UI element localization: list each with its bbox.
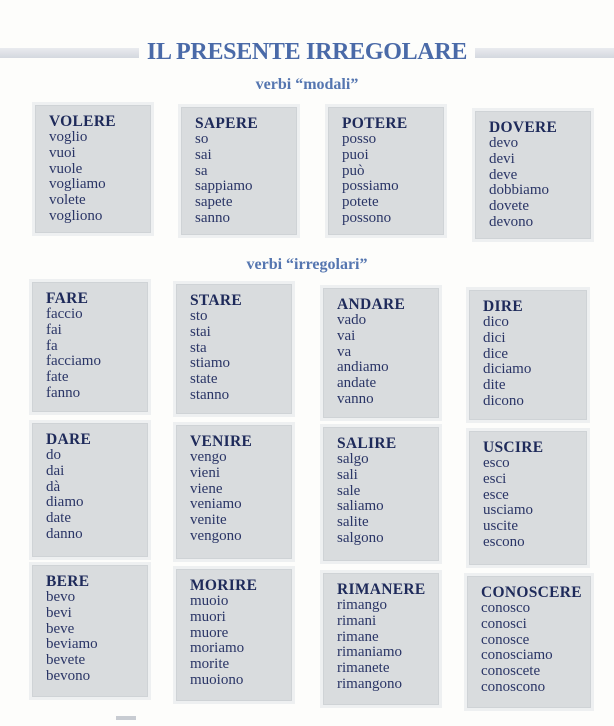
conjugation-form: fai bbox=[46, 321, 62, 338]
conjugation-form: beviamo bbox=[46, 636, 98, 653]
conjugation-form: viene bbox=[190, 480, 223, 497]
conjugation-list bbox=[190, 450, 292, 545]
verb-infinitive: SAPERE bbox=[195, 115, 258, 132]
conjugation-form: dai bbox=[46, 462, 65, 479]
verb-card-volere bbox=[32, 102, 154, 236]
conjugation-form: dicono bbox=[483, 392, 524, 409]
conjugation-form: state bbox=[190, 371, 218, 388]
verb-infinitive: BERE bbox=[46, 573, 90, 590]
conjugation-form: salgo bbox=[337, 451, 369, 467]
conjugation-form: conoscono bbox=[481, 678, 546, 695]
conjugation-form: muoiono bbox=[190, 671, 244, 688]
section-label-irregolari: verbi “irregolari” bbox=[246, 256, 368, 273]
conjugation-form: sai bbox=[195, 146, 212, 163]
conjugation-form: date bbox=[46, 510, 71, 527]
conjugation-form: escono bbox=[483, 533, 525, 550]
conjugation-list bbox=[190, 309, 292, 404]
conjugation-list bbox=[46, 307, 148, 402]
conjugation-form: uscite bbox=[483, 518, 518, 535]
conjugation-form: vanno bbox=[337, 390, 374, 407]
conjugation-list bbox=[342, 132, 444, 227]
conjugation-form: rimani bbox=[337, 612, 377, 629]
conjugation-form: esce bbox=[483, 486, 509, 503]
conjugation-form: stanno bbox=[190, 386, 230, 403]
conjugation-form: veniamo bbox=[190, 496, 242, 513]
conjugation-form: conoscete bbox=[481, 663, 541, 680]
conjugation-form: facciamo bbox=[46, 353, 101, 370]
conjugation-list bbox=[46, 590, 148, 685]
verb-card-stare bbox=[173, 281, 295, 417]
conjugation-form: stai bbox=[190, 323, 211, 340]
conjugation-list bbox=[337, 598, 439, 693]
section-label-modali: verbi “modali” bbox=[255, 76, 359, 93]
conjugation-form: rimaniamo bbox=[337, 644, 402, 661]
conjugation-form: beve bbox=[46, 620, 75, 637]
conjugation-form: vogliono bbox=[49, 207, 103, 224]
footer-mark bbox=[116, 716, 136, 720]
conjugation-form: volete bbox=[49, 192, 86, 209]
conjugation-list bbox=[483, 315, 587, 410]
verb-infinitive: MORIRE bbox=[190, 577, 258, 594]
conjugation-form: rimango bbox=[337, 597, 387, 613]
conjugation-form: vado bbox=[337, 312, 367, 328]
verb-infinitive: VENIRE bbox=[190, 433, 253, 450]
conjugation-form: dite bbox=[483, 377, 506, 394]
conjugation-form: sapete bbox=[195, 194, 233, 211]
conjugation-form: conosco bbox=[481, 600, 531, 616]
conjugation-form: devi bbox=[489, 150, 515, 167]
conjugation-form: sa bbox=[195, 162, 208, 179]
conjugation-form: diamo bbox=[46, 494, 84, 511]
conjugation-form: sta bbox=[190, 339, 207, 356]
verb-card-potere bbox=[325, 104, 447, 238]
conjugation-form: dice bbox=[483, 345, 508, 362]
verb-card-andare bbox=[320, 285, 442, 421]
conjugation-form: vogliamo bbox=[49, 176, 106, 193]
conjugation-form: bevi bbox=[46, 604, 72, 621]
verb-infinitive: USCIRE bbox=[483, 439, 544, 456]
conjugation-list bbox=[483, 456, 587, 551]
verb-card-venire bbox=[173, 422, 295, 562]
conjugation-form: dico bbox=[483, 314, 509, 330]
conjugation-form: sali bbox=[337, 466, 358, 483]
conjugation-form: potete bbox=[342, 194, 379, 211]
conjugation-form: devono bbox=[489, 213, 534, 230]
verb-infinitive: RIMANERE bbox=[337, 581, 426, 598]
conjugation-form: muore bbox=[190, 624, 229, 641]
conjugation-form: posso bbox=[342, 131, 377, 147]
conjugation-form: dici bbox=[483, 329, 506, 346]
conjugation-list bbox=[195, 132, 297, 227]
conjugation-form: andate bbox=[337, 375, 377, 392]
conjugation-list bbox=[337, 452, 439, 547]
conjugation-list bbox=[337, 313, 439, 408]
verb-infinitive: STARE bbox=[190, 292, 243, 309]
verb-card-rimanere bbox=[320, 570, 442, 708]
conjugation-form: muori bbox=[190, 608, 226, 625]
conjugation-list bbox=[49, 130, 151, 225]
conjugation-form: diciamo bbox=[483, 361, 532, 378]
conjugation-form: vuoi bbox=[49, 144, 76, 161]
conjugation-form: conosci bbox=[481, 615, 527, 632]
verb-card-conoscere bbox=[464, 573, 594, 711]
conjugation-form: rimane bbox=[337, 628, 379, 645]
conjugation-form: dà bbox=[46, 478, 61, 495]
conjugation-list bbox=[190, 594, 292, 689]
conjugation-form: sanno bbox=[195, 209, 230, 226]
conjugation-form: vai bbox=[337, 327, 356, 344]
conjugation-form: può bbox=[342, 162, 365, 179]
conjugation-form: sale bbox=[337, 482, 361, 499]
verb-card-dire bbox=[466, 287, 590, 423]
verb-card-bere bbox=[29, 562, 151, 700]
page-title: IL PRESENTE IRREGOLARE bbox=[0, 38, 614, 66]
verb-infinitive: VOLERE bbox=[49, 113, 116, 130]
conjugation-form: andiamo bbox=[337, 359, 389, 376]
conjugation-form: sto bbox=[190, 308, 208, 324]
verb-card-fare bbox=[29, 279, 151, 415]
conjugation-form: puoi bbox=[342, 146, 369, 163]
conjugation-form: fate bbox=[46, 369, 69, 386]
conjugation-form: faccio bbox=[46, 306, 83, 322]
conjugation-form: vieni bbox=[190, 464, 220, 481]
conjugation-form: so bbox=[195, 131, 209, 147]
conjugation-list bbox=[46, 448, 148, 543]
conjugation-form: vengono bbox=[190, 527, 242, 544]
verb-infinitive: ANDARE bbox=[337, 296, 406, 313]
conjugation-form: devo bbox=[489, 135, 519, 151]
verb-card-salire bbox=[320, 424, 442, 564]
verb-infinitive: DIRE bbox=[483, 298, 523, 315]
conjugation-form: rimangono bbox=[337, 675, 402, 692]
verb-infinitive: POTERE bbox=[342, 115, 408, 132]
conjugation-form: bevo bbox=[46, 589, 76, 605]
verb-card-uscire bbox=[466, 428, 590, 568]
conjugation-form: esco bbox=[483, 455, 510, 471]
verb-infinitive: CONOSCERE bbox=[481, 584, 582, 601]
conjugation-list bbox=[489, 136, 591, 231]
conjugation-form: venite bbox=[190, 512, 227, 529]
conjugation-form: conosciamo bbox=[481, 647, 553, 664]
conjugation-form: bevono bbox=[46, 667, 91, 684]
verb-infinitive: FARE bbox=[46, 290, 89, 307]
verb-infinitive: DARE bbox=[46, 431, 92, 448]
conjugation-form: dobbiamo bbox=[489, 182, 549, 199]
conjugation-form: possono bbox=[342, 209, 392, 226]
conjugation-form: do bbox=[46, 447, 61, 463]
conjugation-form: rimanete bbox=[337, 660, 390, 677]
conjugation-form: bevete bbox=[46, 652, 86, 669]
conjugation-form: fanno bbox=[46, 384, 81, 401]
verb-infinitive: DOVERE bbox=[489, 119, 558, 136]
conjugation-form: fa bbox=[46, 337, 58, 354]
conjugation-form: muoio bbox=[190, 593, 229, 609]
conjugation-form: sappiamo bbox=[195, 178, 253, 195]
conjugation-form: conosce bbox=[481, 631, 530, 648]
conjugation-form: voglio bbox=[49, 129, 88, 145]
conjugation-form: moriamo bbox=[190, 640, 245, 657]
conjugation-form: deve bbox=[489, 166, 518, 183]
conjugation-form: vuole bbox=[49, 160, 83, 177]
conjugation-form: usciamo bbox=[483, 502, 533, 519]
conjugation-form: va bbox=[337, 343, 352, 360]
verb-card-morire bbox=[173, 566, 295, 704]
conjugation-form: stiamo bbox=[190, 355, 230, 372]
verb-card-sapere bbox=[178, 104, 300, 238]
conjugation-list bbox=[481, 601, 591, 696]
conjugation-form: dovete bbox=[489, 198, 529, 215]
conjugation-form: saliamo bbox=[337, 498, 384, 515]
verb-card-dovere bbox=[472, 108, 594, 242]
conjugation-form: danno bbox=[46, 525, 83, 542]
conjugation-form: possiamo bbox=[342, 178, 399, 195]
conjugation-form: vengo bbox=[190, 449, 227, 465]
conjugation-form: salite bbox=[337, 514, 369, 531]
conjugation-form: morite bbox=[190, 656, 230, 673]
verb-card-dare bbox=[29, 420, 151, 560]
verb-infinitive: SALIRE bbox=[337, 435, 397, 452]
conjugation-form: salgono bbox=[337, 529, 384, 546]
conjugation-form: esci bbox=[483, 470, 507, 487]
